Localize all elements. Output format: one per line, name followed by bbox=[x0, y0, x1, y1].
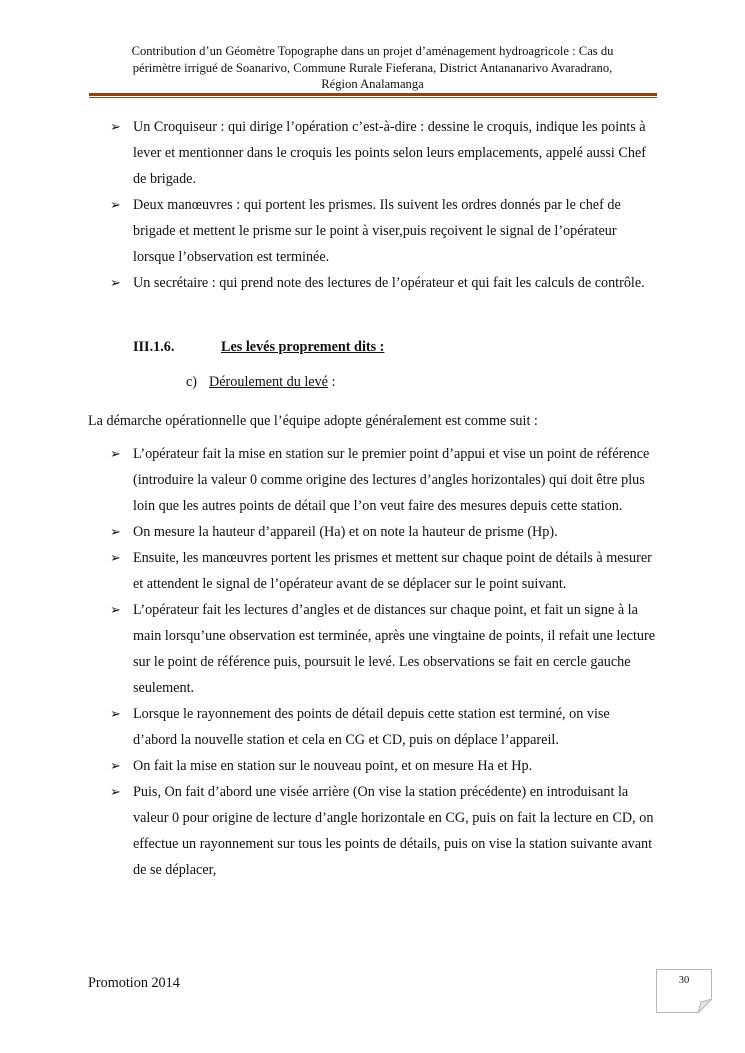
arrow-bullet-icon: ➢ bbox=[110, 758, 121, 773]
list-item bbox=[0, 114, 656, 192]
list-item-text: Deux manœuvres : qui portent les prismes. Ils suivent les ordres donnés par le chef de brigade et mettent le prisme sur le point à viser,puis reçoivent le signal de l’opérateur lorsque l’observation est terminée. bbox=[133, 197, 621, 265]
list-item bbox=[0, 192, 656, 270]
intro-paragraph: La démarche opérationnelle que l’équipe adopte généralement est comme suit : bbox=[88, 413, 538, 429]
header-line-3: Région Analamanga bbox=[321, 77, 424, 91]
section-number: III.1.6. bbox=[133, 339, 175, 355]
footer-promotion: Promotion 2014 bbox=[88, 975, 180, 991]
list-item-text: Ensuite, les manœuvres portent les prismes et mettent sur chaque point de détails à mesurer et attendent le signal de l’opérateur avant de se déplacer sur le point suivant. bbox=[133, 550, 652, 592]
section-heading bbox=[133, 337, 384, 357]
list-item bbox=[0, 597, 656, 701]
arrow-bullet-icon: ➢ bbox=[110, 706, 121, 721]
list-item bbox=[0, 441, 656, 519]
arrow-bullet-icon: ➢ bbox=[110, 275, 121, 290]
subsection-title: Déroulement du levé bbox=[209, 374, 328, 390]
list-item-text: L’opérateur fait la mise en station sur le premier point d’appui et vise un point de référence (introduire la valeur 0 comme origine des lectures d’angles horizontales) qui doit être plus loin que les autres points de détail que l’on veut faire des mesures depuis cette station. bbox=[133, 446, 650, 514]
list-item bbox=[0, 779, 656, 883]
team-roles-list bbox=[0, 114, 745, 296]
list-item-text: On fait la mise en station sur le nouveau point, et on mesure Ha et Hp. bbox=[133, 758, 533, 774]
list-item-text: Un secrétaire : qui prend note des lectures de l’opérateur et qui fait les calculs de contrôle. bbox=[133, 275, 645, 291]
list-item bbox=[0, 519, 656, 545]
list-item bbox=[0, 753, 656, 779]
page-number-box bbox=[656, 969, 712, 1013]
list-item-text: Puis, On fait d’abord une visée arrière (On vise la station précédente) en introduisant la valeur 0 pour origine de lecture d’angle horizontale en CG, puis on fait la lecture en CD, on effectue un rayonnement sur tous les points de détails, puis on vise la station suivante avant de se déplacer, bbox=[133, 784, 654, 878]
list-item-text: Lorsque le rayonnement des points de détail depuis cette station est terminé, on vise d’abord la nouvelle station et cela en CG et CD, puis on déplace l’appareil. bbox=[133, 706, 610, 748]
arrow-bullet-icon: ➢ bbox=[110, 524, 121, 539]
arrow-bullet-icon: ➢ bbox=[110, 446, 121, 461]
list-item-text: L’opérateur fait les lectures d’angles et de distances sur chaque point, et fait un signe à la main lorsqu’une observation est terminée, après une vingtaine de points, il refait une lecture sur le point de référence puis, poursuit le levé. Les observations se fait en cercle gauche seulement. bbox=[133, 602, 656, 696]
list-item-text: Un Croquiseur : qui dirige l’opération c’est-à-dire : dessine le croquis, indique les points à lever et mentionner dans le croquis les points selon leurs emplacements, appelé aussi Chef de brigade. bbox=[133, 119, 646, 187]
arrow-bullet-icon: ➢ bbox=[110, 197, 121, 212]
header-line-1: Contribution d’un Géomètre Topographe dans un projet d’aménagement hydroagricole : Cas du bbox=[131, 44, 614, 58]
section-title: Les levés proprement dits : bbox=[221, 339, 385, 355]
subsection-heading bbox=[186, 372, 335, 392]
arrow-bullet-icon: ➢ bbox=[110, 602, 121, 617]
subsection-suffix: : bbox=[327, 374, 336, 390]
page-number: 30 bbox=[678, 975, 690, 986]
list-item-text: On mesure la hauteur d’appareil (Ha) et on note la hauteur de prisme (Hp). bbox=[133, 524, 558, 540]
list-item bbox=[0, 701, 656, 753]
header-line-2: périmètre irrigué de Soanarivo, Commune Rurale Fieferana, District Antananarivo Avaradrano, bbox=[132, 60, 613, 75]
arrow-bullet-icon: ➢ bbox=[110, 784, 121, 799]
list-item bbox=[0, 545, 656, 597]
page-header bbox=[90, 43, 655, 93]
arrow-bullet-icon: ➢ bbox=[110, 550, 121, 565]
subsection-letter: c) bbox=[186, 374, 198, 390]
header-rule bbox=[89, 93, 657, 98]
page-curl-icon bbox=[698, 999, 712, 1013]
arrow-bullet-icon: ➢ bbox=[110, 119, 121, 134]
list-item bbox=[0, 270, 656, 296]
procedure-list bbox=[0, 441, 745, 883]
